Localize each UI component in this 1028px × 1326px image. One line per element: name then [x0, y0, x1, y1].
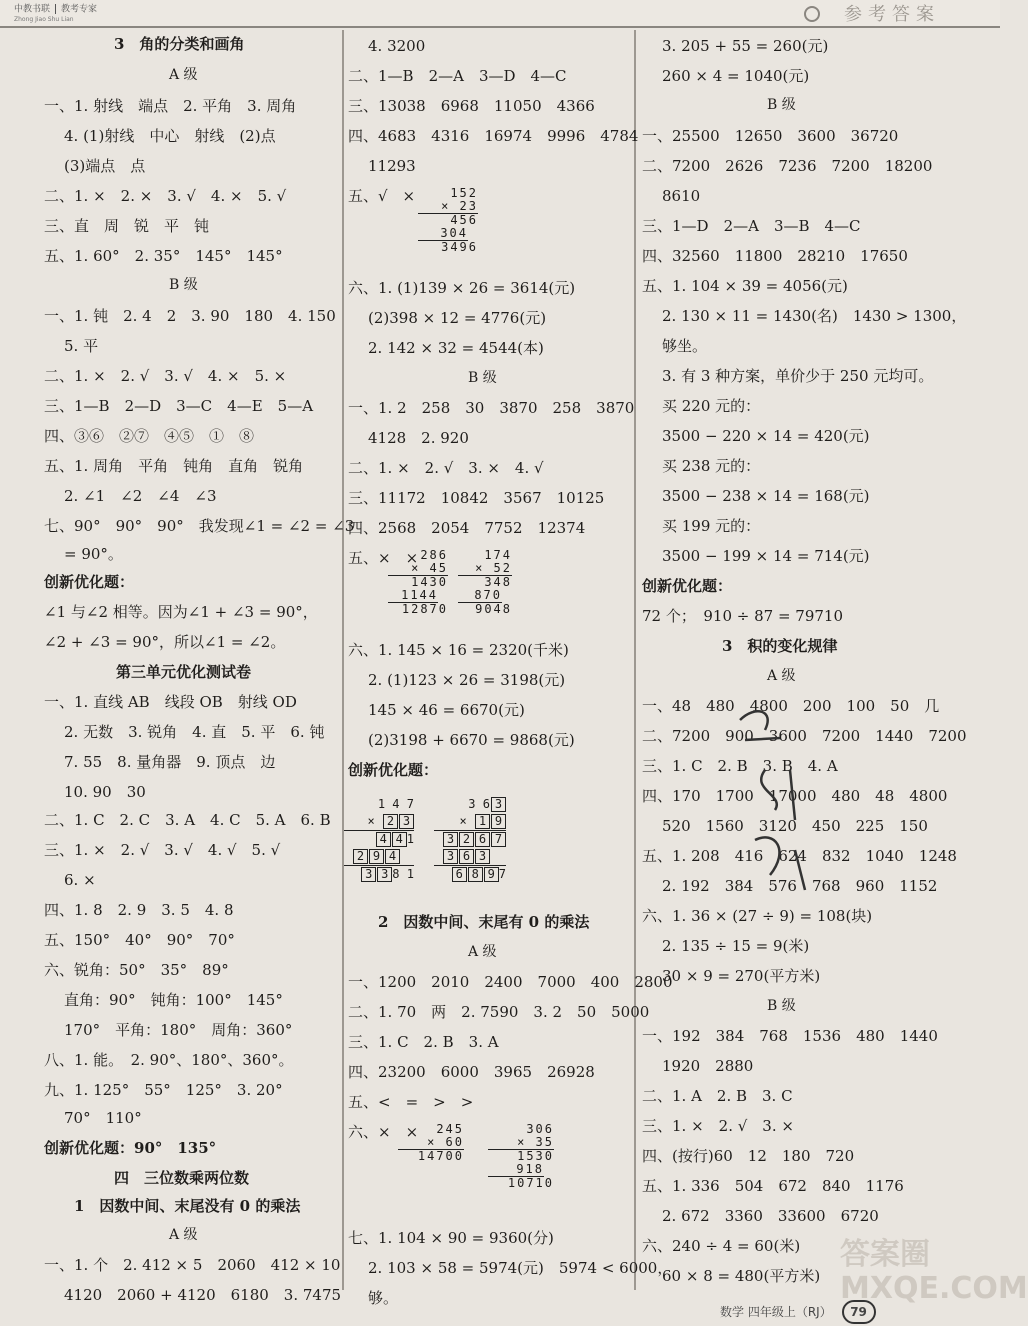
digit-box: 6	[459, 849, 474, 864]
answer-line: 11293	[368, 157, 416, 175]
bonus-label: 创新优化题：	[44, 573, 135, 591]
answer-line: 二、1. 70 两 2. 7590 3. 2 50 5000	[348, 1003, 650, 1021]
answer-line: 二、1—B 2—A 3—D 4—C	[348, 67, 567, 85]
answer-line: 3. 有 3 种方案，单价少于 250 元均可。	[662, 367, 934, 385]
answer-line: 五、1. 336 504 672 840 1176	[642, 1177, 904, 1195]
calc-row: × 45	[388, 562, 448, 576]
digit-box: 3	[491, 797, 506, 812]
digit-box: 4	[385, 849, 400, 864]
vertical-multiplication	[458, 549, 512, 616]
answer-line: 2. 672 3360 33600 6720	[662, 1207, 879, 1225]
calc-row: 918	[488, 1163, 544, 1177]
calc-row: 1430	[411, 575, 448, 589]
answer-line: 买 220 元的：	[662, 397, 761, 415]
calc-row: 3496	[441, 240, 478, 254]
puzzle-row	[434, 848, 490, 865]
subsection-heading: 1 因数中间、末尾没有 0 的乘法	[74, 1197, 301, 1215]
digit: 7	[406, 797, 414, 811]
answer-line: 三、1. × 2. √ 3. √ 4. √ 5. √	[44, 841, 281, 859]
vertical-multiplication	[388, 549, 448, 616]
answer-line: 三、1. × 2. √ 3. ×	[642, 1117, 794, 1135]
answer-line: 五、× ×	[348, 549, 419, 567]
subsection-heading: 3 积的变化规律	[722, 637, 838, 655]
answer-line: 一、48 480 4800 200 100 50 几	[642, 697, 940, 715]
answer-line: 2. 130 × 11 = 1430(名) 1430 > 1300，	[662, 307, 967, 325]
answer-line: 1920 2880	[662, 1057, 754, 1075]
calc-row: 306	[526, 1122, 554, 1136]
digit-box: 2	[383, 814, 398, 829]
answer-line: 二、1. A 2. B 3. C	[642, 1087, 793, 1105]
digit: ×	[367, 814, 375, 828]
answer-line: 三、1. C 2. B 3. B 4. A	[642, 757, 838, 775]
puzzle-row	[344, 796, 414, 813]
calc-row: × 52	[458, 562, 512, 576]
calc-row: 245	[436, 1122, 464, 1136]
answer-line: 二、1. C 2. C 3. A 4. C 5. A 6. B	[44, 811, 331, 829]
digit: 4	[392, 797, 400, 811]
section-heading: 第三单元优化测试卷	[116, 663, 252, 681]
answer-line: 一、1. 射线 端点 2. 平角 3. 周角	[44, 97, 297, 115]
digit-box: 8	[468, 867, 483, 882]
calc-row: 1144	[388, 589, 438, 603]
calc-row: 1530	[517, 1149, 554, 1163]
digit-box: 1	[475, 814, 490, 829]
vertical-multiplication	[488, 1123, 554, 1190]
digit-box: 4	[392, 832, 407, 847]
answer-line: ∠1 与∠2 相等。因为∠1 + ∠3 = 90°，	[44, 603, 318, 621]
bonus-label: 创新优化题：	[642, 577, 733, 595]
calc-row: 456	[450, 213, 478, 227]
digit: 3	[468, 797, 476, 811]
digit-box: 9	[484, 867, 499, 882]
answer-line: 五、1. 周角 平角 钝角 直角 锐角	[44, 457, 304, 475]
digit-box: 9	[369, 849, 384, 864]
page-footer	[720, 1300, 876, 1324]
answer-line: 7. 55 8. 量角器 9. 顶点 边	[64, 753, 276, 771]
answer-line: 三、11172 10842 3567 10125	[348, 489, 605, 507]
answer-line: 520 1560 3120 450 225 150	[662, 817, 928, 835]
footer-subject: 数学	[720, 1305, 745, 1319]
answer-line: 三、13038 6968 11050 4366	[348, 97, 595, 115]
level-label: A 级	[767, 668, 796, 684]
answer-line: 30 × 9 = 270(平方米)	[662, 967, 821, 985]
digit: 1	[406, 832, 414, 846]
circle-icon	[804, 6, 820, 22]
calc-row: 12870	[401, 602, 448, 616]
answer-line: 四、(按行)60 12 180 720	[642, 1147, 855, 1165]
answer-line: 一、1. 个 2. 412 × 5 2060 412 × 10	[44, 1256, 341, 1274]
digit-box: 2	[353, 849, 368, 864]
answer-line: 2. (1)123 × 26 = 3198(元)	[368, 671, 566, 689]
answer-line: 九、1. 125° 55° 125° 3. 20°	[44, 1081, 283, 1099]
footer-grade: 四年级上（RJ）	[747, 1305, 832, 1319]
answer-line: 72 个； 910 ÷ 87 = 79710	[642, 607, 843, 625]
answer-line: 2. 192 384 576 768 960 1152	[662, 877, 938, 895]
answer-line: 6. ×	[64, 871, 96, 889]
calc-row: 304	[418, 227, 468, 241]
publisher-name: 教考专家	[61, 4, 98, 15]
answer-line: 四、4683 4316 16974 9996 4784	[348, 127, 639, 145]
puzzle-row	[344, 848, 400, 865]
answer-line: 10. 90 30	[64, 783, 146, 801]
handwriting-scribble	[735, 700, 825, 900]
answer-line: 四、170 1700 17000 480 48 4800	[642, 787, 948, 805]
answer-line: 2. 无数 3. 锐角 4. 直 5. 平 6. 钝	[64, 723, 325, 741]
digit-box: 4	[376, 832, 391, 847]
brand-name: 中教书联	[14, 4, 51, 15]
answer-line: 买 238 元的：	[662, 457, 761, 475]
calc-row: 348	[484, 575, 512, 589]
digit: 1	[406, 867, 414, 881]
answer-line: 4. 3200	[368, 37, 426, 55]
answer-line: 六、锐角：50° 35° 89°	[44, 961, 229, 979]
digit-box: 7	[491, 832, 506, 847]
digit-puzzle-right	[434, 796, 506, 883]
answer-line: 五、1. 60° 2. 35° 145° 145°	[44, 247, 283, 265]
digit-box: 3	[475, 849, 490, 864]
answer-line: (2)398 × 12 = 4776(元)	[368, 309, 547, 327]
puzzle-row	[344, 813, 414, 830]
answer-line: 260 × 4 = 1040(元)	[662, 67, 810, 85]
bonus-label: 创新优化题：90° 135°	[44, 1139, 217, 1157]
answer-line: 二、1. × 2. × 3. √ 4. × 5. √	[44, 187, 287, 205]
answer-line: 2. 135 ÷ 15 = 9(米)	[662, 937, 810, 955]
answer-line: 三、1—D 2—A 3—B 4—C	[642, 217, 861, 235]
digit-box: 3	[443, 849, 458, 864]
page-header	[0, 0, 1000, 28]
section-heading: 四 三位数乘两位数	[114, 1169, 250, 1187]
answer-line: 五、1. 208 416 624 832 1040 1248	[642, 847, 957, 865]
answer-line: 一、192 384 768 1536 480 1440	[642, 1027, 938, 1045]
digit-box: 9	[491, 814, 506, 829]
vertical-multiplication	[398, 1123, 464, 1163]
level-label: B 级	[767, 998, 796, 1014]
answer-line: 145 × 46 = 6670(元)	[368, 701, 525, 719]
level-label: B 级	[468, 370, 497, 386]
section-heading: 3 角的分类和画角	[114, 35, 245, 53]
answer-line: 四、23200 6000 3965 26928	[348, 1063, 595, 1081]
calc-row: 10710	[507, 1176, 554, 1190]
answer-line: ∠2 + ∠3 = 90°，所以∠1 = ∠2。	[44, 633, 286, 651]
level-label: B 级	[169, 277, 198, 293]
page-number: 79	[842, 1300, 876, 1324]
answer-line: 五、150° 40° 90° 70°	[44, 931, 235, 949]
brand-sub: Zhong Jiao Shu Lian	[14, 15, 74, 23]
answer-line: 60 × 8 = 480(平方米)	[662, 1267, 821, 1285]
calc-row: 9048	[475, 602, 512, 616]
level-label: A 级	[468, 944, 497, 960]
answer-line: 8610	[662, 187, 701, 205]
answer-line: 70° 110°	[64, 1109, 142, 1127]
answer-line: 3500 − 238 × 14 = 168(元)	[662, 487, 870, 505]
answer-line: 二、7200 900 3600 7200 1440 7200	[642, 727, 967, 745]
calc-row: 152	[450, 186, 478, 200]
answer-line: 一、1200 2010 2400 7000 400 2800	[348, 973, 673, 991]
answer-line: 六、240 ÷ 4 = 60(米)	[642, 1237, 801, 1255]
puzzle-row	[434, 813, 506, 830]
answer-line: 七、90° 90° 90° 我发现∠1 = ∠2 = ∠3	[44, 517, 355, 535]
digit-puzzle-left	[344, 796, 414, 883]
answer-line: (2)3198 + 6670 = 9868(元)	[368, 731, 575, 749]
answer-line: 一、1. 2 258 30 3870 258 3870	[348, 399, 635, 417]
digit: 8	[392, 867, 400, 881]
answer-line: 2. 142 × 32 = 4544(本)	[368, 339, 544, 357]
digit: 7	[498, 867, 506, 881]
calc-row: 286	[420, 548, 448, 562]
answer-line: 三、1. C 2. B 3. A	[348, 1033, 499, 1051]
answer-line: 3. 205 + 55 = 260(元)	[662, 37, 829, 55]
answer-line: 买 199 元的：	[662, 517, 761, 535]
vertical-multiplication	[418, 187, 478, 254]
digit-box: 3	[377, 867, 392, 882]
answer-line: 一、1. 钝 2. 4 2 3. 90 180 4. 150	[44, 307, 336, 325]
answer-line: (3)端点 点	[64, 157, 146, 175]
answer-line: 三、1—B 2—D 3—C 4—E 5—A	[44, 397, 314, 415]
answer-line: 六、1. (1)139 × 26 = 3614(元)	[348, 279, 576, 297]
puzzle-row	[434, 796, 506, 813]
answer-line: 2. ∠1 ∠2 ∠4 ∠3	[64, 487, 217, 505]
answer-line: 够。	[368, 1289, 399, 1307]
answer-line: 4. (1)射线 中心 射线 (2)点	[64, 127, 276, 145]
answer-line: 五、< = > >	[348, 1093, 474, 1111]
digit: 1	[377, 797, 386, 811]
answer-line: 二、7200 2626 7236 7200 18200	[642, 157, 933, 175]
digit: ×	[459, 814, 467, 828]
brand-logo	[14, 4, 97, 25]
subsection-heading: 2 因数中间、末尾有 0 的乘法	[378, 913, 590, 931]
calc-row: 174	[484, 548, 512, 562]
answer-line: 四、2568 2054 7752 12374	[348, 519, 586, 537]
answer-line: 六、1. 36 × (27 ÷ 9) = 108(块)	[642, 907, 873, 925]
answer-line: 2. 103 × 58 = 5974(元) 5974 < 6000，	[368, 1259, 673, 1277]
answer-line: 5. 平	[64, 337, 99, 355]
digit: 6	[482, 797, 490, 811]
bonus-label: 创新优化题：	[348, 761, 439, 779]
answer-line: 三、直 周 锐 平 钝	[44, 217, 210, 235]
answer-line: 二、1. × 2. √ 3. √ 4. × 5. ×	[44, 367, 287, 385]
answer-line: 4128 2. 920	[368, 429, 469, 447]
puzzle-row	[434, 865, 506, 883]
answer-line: 4120 2060 + 4120 6180 3. 7475	[64, 1286, 342, 1304]
digit-box: 6	[475, 832, 490, 847]
answer-line: 3500 − 199 × 14 = 714(元)	[662, 547, 870, 565]
answer-line: 3500 − 220 × 14 = 420(元)	[662, 427, 870, 445]
answer-line: 六、1. 145 × 16 = 2320(千米)	[348, 641, 569, 659]
answer-line: 六、× ×	[348, 1123, 419, 1141]
puzzle-row	[344, 830, 414, 848]
column-divider	[342, 30, 344, 1290]
answer-line: 五、1. 104 × 39 = 4056(元)	[642, 277, 848, 295]
digit-box: 6	[452, 867, 467, 882]
answer-line: 八、1. 能。 2. 90°、180°、360°。	[44, 1051, 294, 1069]
answer-line: 直角：90° 钝角：100° 145°	[64, 991, 283, 1009]
level-label: A 级	[169, 1227, 198, 1243]
answer-line: = 90°。	[64, 545, 123, 563]
calc-row: × 23	[418, 200, 478, 214]
watermark: 答案圈 MXQE.COM	[840, 1237, 1028, 1306]
answer-line: 一、1. 直线 AB 线段 OB 射线 OD	[44, 693, 297, 711]
calc-row: × 60	[398, 1136, 464, 1150]
answer-line: 四、1. 8 2. 9 3. 5 4. 8	[44, 901, 234, 919]
page-title: 参考答案	[844, 4, 940, 25]
level-label: A 级	[169, 67, 198, 83]
column-divider	[634, 30, 636, 1290]
answer-line: 七、1. 104 × 90 = 9360(分)	[348, 1229, 554, 1247]
answer-line: 四、③⑥ ②⑦ ④⑤ ① ⑧	[44, 427, 255, 445]
digit-box: 3	[399, 814, 414, 829]
answer-line: 一、25500 12650 3600 36720	[642, 127, 899, 145]
calc-row: 870	[458, 589, 502, 603]
calc-row: 14700	[417, 1149, 464, 1163]
digit-box: 3	[443, 832, 458, 847]
answer-line: 够坐。	[662, 337, 708, 355]
answer-line: 170° 平角：180° 周角：360°	[64, 1021, 293, 1039]
puzzle-row	[344, 865, 414, 883]
puzzle-row	[434, 830, 506, 848]
answer-line: 二、1. × 2. √ 3. × 4. √	[348, 459, 544, 477]
level-label: B 级	[767, 97, 796, 113]
answer-line: 五、√ ×	[348, 187, 416, 205]
digit-box: 2	[459, 832, 474, 847]
calc-row: × 35	[488, 1136, 554, 1150]
answer-line: 四、32560 11800 28210 17650	[642, 247, 908, 265]
digit-box: 3	[361, 867, 376, 882]
